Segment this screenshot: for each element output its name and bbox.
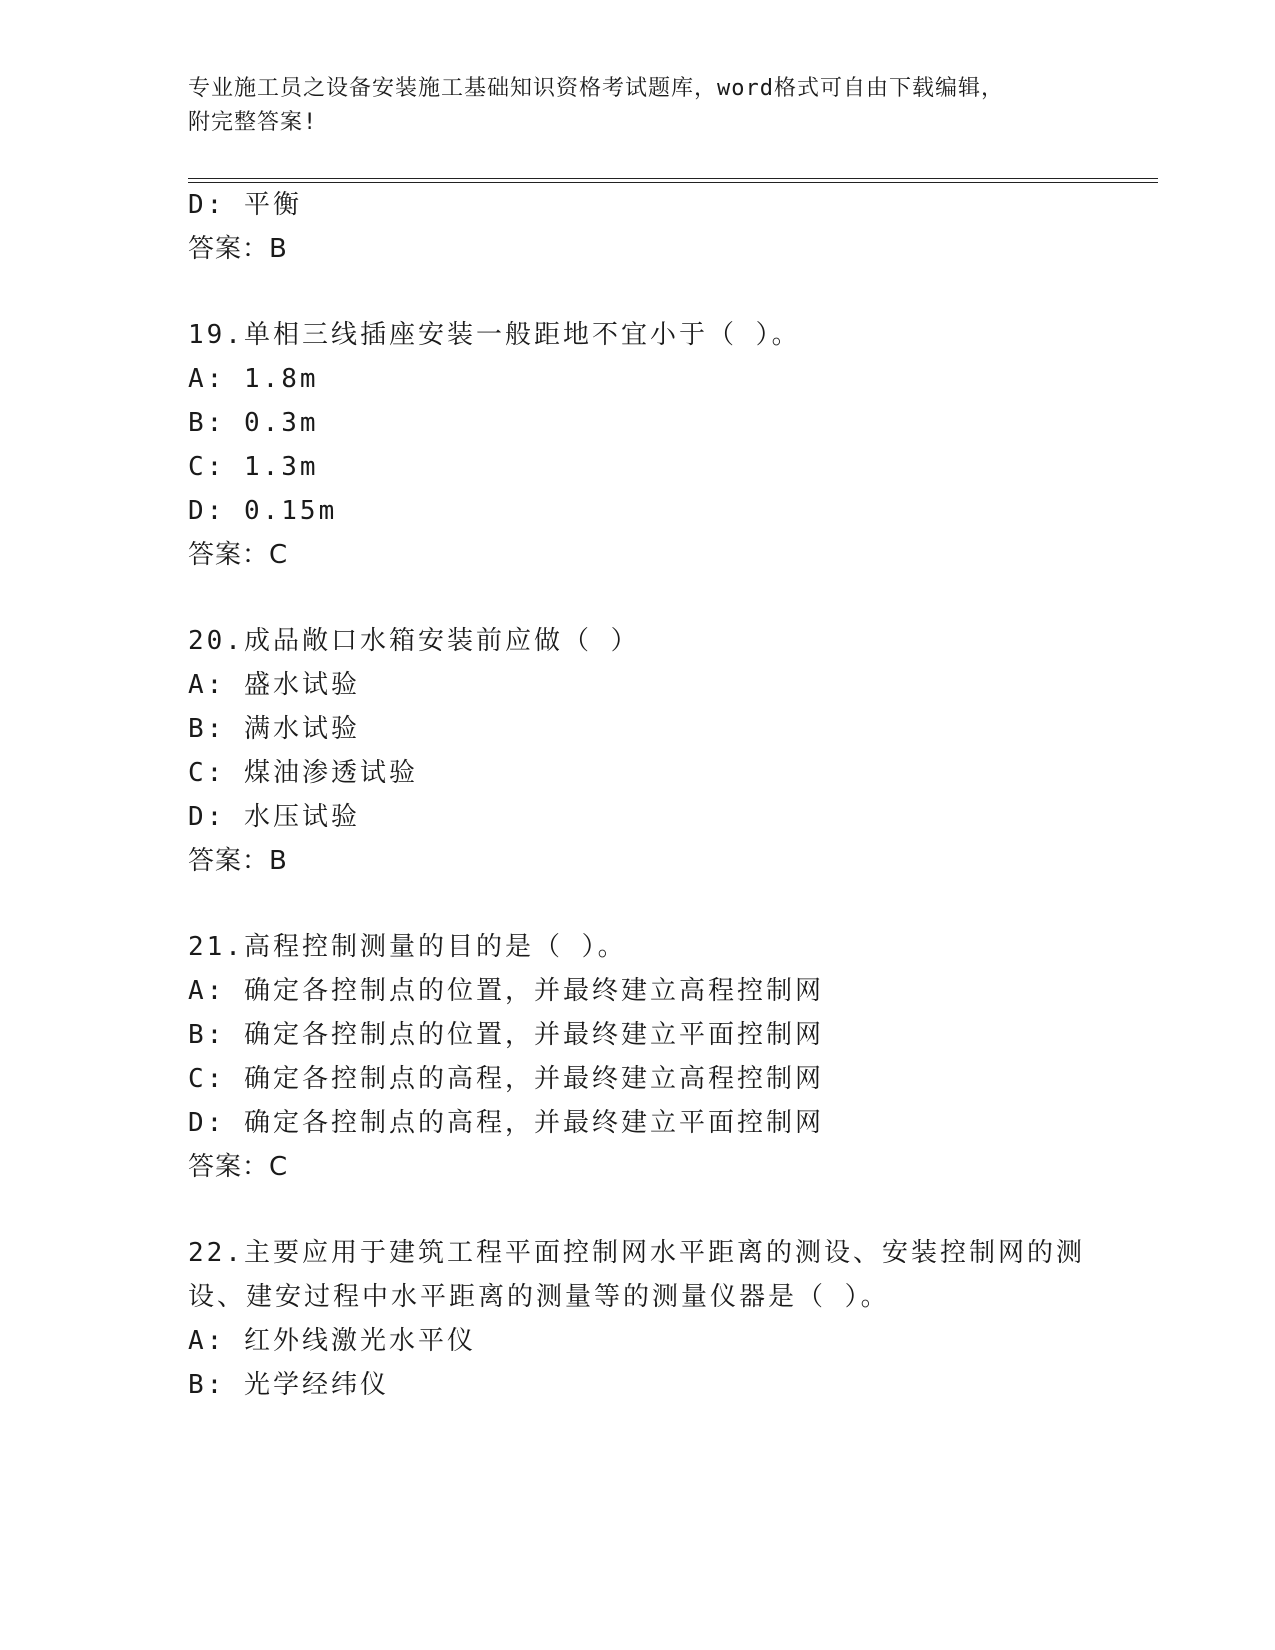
question-stem: 19.单相三线插座安装一般距地不宜小于（ ）。 xyxy=(188,320,801,350)
document-header xyxy=(188,72,1088,140)
answer: 答案：B xyxy=(188,846,288,876)
option-c: C: 确定各控制点的高程，并最终建立高程控制网 xyxy=(188,1064,824,1094)
option-d: D: 水压试验 xyxy=(188,802,360,832)
option-a: A: 盛水试验 xyxy=(188,670,360,700)
answer: 答案：C xyxy=(188,540,289,570)
option-d: D: 确定各控制点的高程，并最终建立平面控制网 xyxy=(188,1108,824,1138)
question-stem-line-2: 设、建安过程中水平距离的测量等的测量仪器是（ ）。 xyxy=(188,1282,890,1312)
option-a: A: 1.8m xyxy=(188,364,319,394)
question-stem-line-1: 22.主要应用于建筑工程平面控制网水平距离的测设、安装控制网的测 xyxy=(188,1238,1085,1268)
option-d: D: 0.15m xyxy=(188,496,338,526)
header-divider-top xyxy=(188,178,1158,179)
option-b: B: 满水试验 xyxy=(188,714,360,744)
answer: 答案：B xyxy=(188,234,288,264)
question-stem: 20.成品敞口水箱安装前应做（ ） xyxy=(188,626,640,656)
option-b: B: 光学经纬仪 xyxy=(188,1370,389,1400)
option-b: B: 0.3m xyxy=(188,408,319,438)
option-d: D: 平衡 xyxy=(188,190,302,220)
option-b: B: 确定各控制点的位置，并最终建立平面控制网 xyxy=(188,1020,824,1050)
header-divider-bottom xyxy=(188,182,1158,183)
option-c: C: 1.3m xyxy=(188,452,319,482)
header-line-2: 附完整答案! xyxy=(188,110,318,135)
answer: 答案：C xyxy=(188,1152,289,1182)
question-stem: 21.高程控制测量的目的是（ ）。 xyxy=(188,932,627,962)
option-a: A: 红外线激光水平仪 xyxy=(188,1326,476,1356)
header-line-1: 专业施工员之设备安装施工基础知识资格考试题库，word格式可自由下载编辑， xyxy=(188,76,1004,101)
option-c: C: 煤油渗透试验 xyxy=(188,758,418,788)
option-a: A: 确定各控制点的位置，并最终建立高程控制网 xyxy=(188,976,824,1006)
